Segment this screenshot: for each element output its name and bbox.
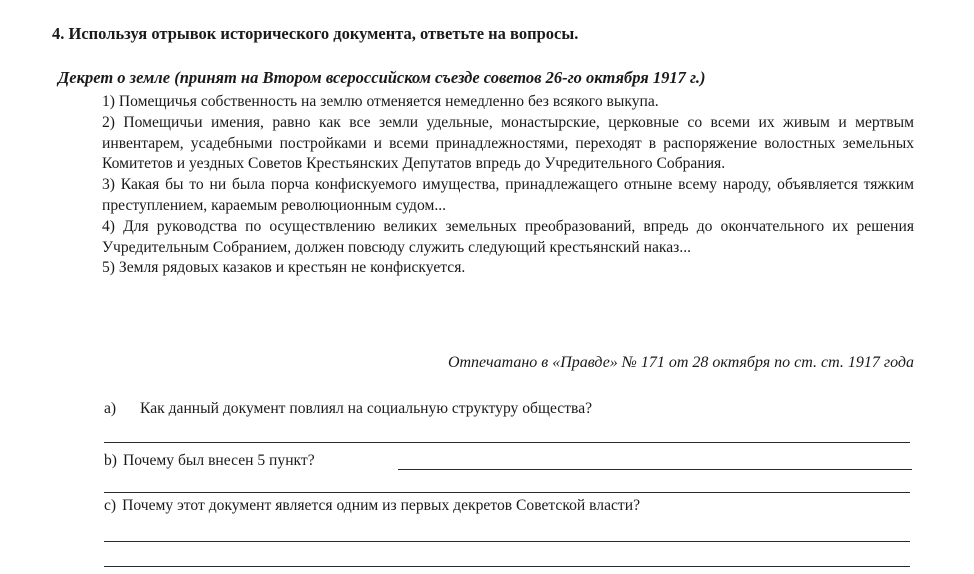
document-paragraph-3: 3) Какая бы то ни была порча конфискуемого имущества, принадлежащего отныне всему народу, объявляется тяжким преступлением, караемым революционным судом... <box>102 176 914 214</box>
answer-line-c-1[interactable] <box>104 541 910 542</box>
question-c-text: Почему этот документ является одним из первых декретов Советской власти? <box>122 497 640 514</box>
document-title: Декрет о земле (принят на Втором всероссийском съезде советов 26-го октября 1917 г.) <box>58 68 706 87</box>
answer-line-c-2[interactable] <box>104 566 910 567</box>
document-excerpt <box>102 92 914 279</box>
task-heading: 4. Используя отрывок исторического документа, ответьте на вопросы. <box>52 24 579 43</box>
question-b-text: Почему был внесен 5 пункт? <box>123 452 315 469</box>
question-b <box>104 452 315 470</box>
answer-line-b-inline[interactable] <box>398 469 912 470</box>
answer-line-a[interactable] <box>104 442 910 443</box>
question-c-marker: с) <box>104 497 117 514</box>
document-paragraph-1: 1) Помещичья собственность на землю отменяется немедленно без всякого выкупа. <box>102 93 659 110</box>
document-paragraph-2: 2) Помещичьи имения, равно как все земли удельные, монастырские, церковные со всеми их живым и мертвым инвентарем, усадебными постройками и всеми принадлежностями, переходят в распоряжение волостных земельных Комитетов и уездных Советов Крестьянских Депутатов впредь до Учредительного Собрания. <box>102 113 914 173</box>
document-source: Отпечатано в «Правде» № 171 от 28 октября по ст. ст. 1917 года <box>447 354 914 371</box>
document-paragraph-4: 4) Для руководства по осуществлению великих земельных преобразований, впредь до окончательного их решения Учредительным Собранием, должен повсюду служить следующий крестьянский наказ... <box>102 217 914 256</box>
question-a-marker: а) <box>104 400 117 417</box>
answer-line-b[interactable] <box>104 492 910 493</box>
question-a-text: Как данный документ повлиял на социальную структуру общества? <box>140 400 593 417</box>
question-c <box>104 497 640 515</box>
document-paragraph-5: 5) Земля рядовых казаков и крестьян не конфискуется. <box>102 259 466 277</box>
question-b-marker: b) <box>104 452 117 469</box>
question-a <box>104 400 592 418</box>
